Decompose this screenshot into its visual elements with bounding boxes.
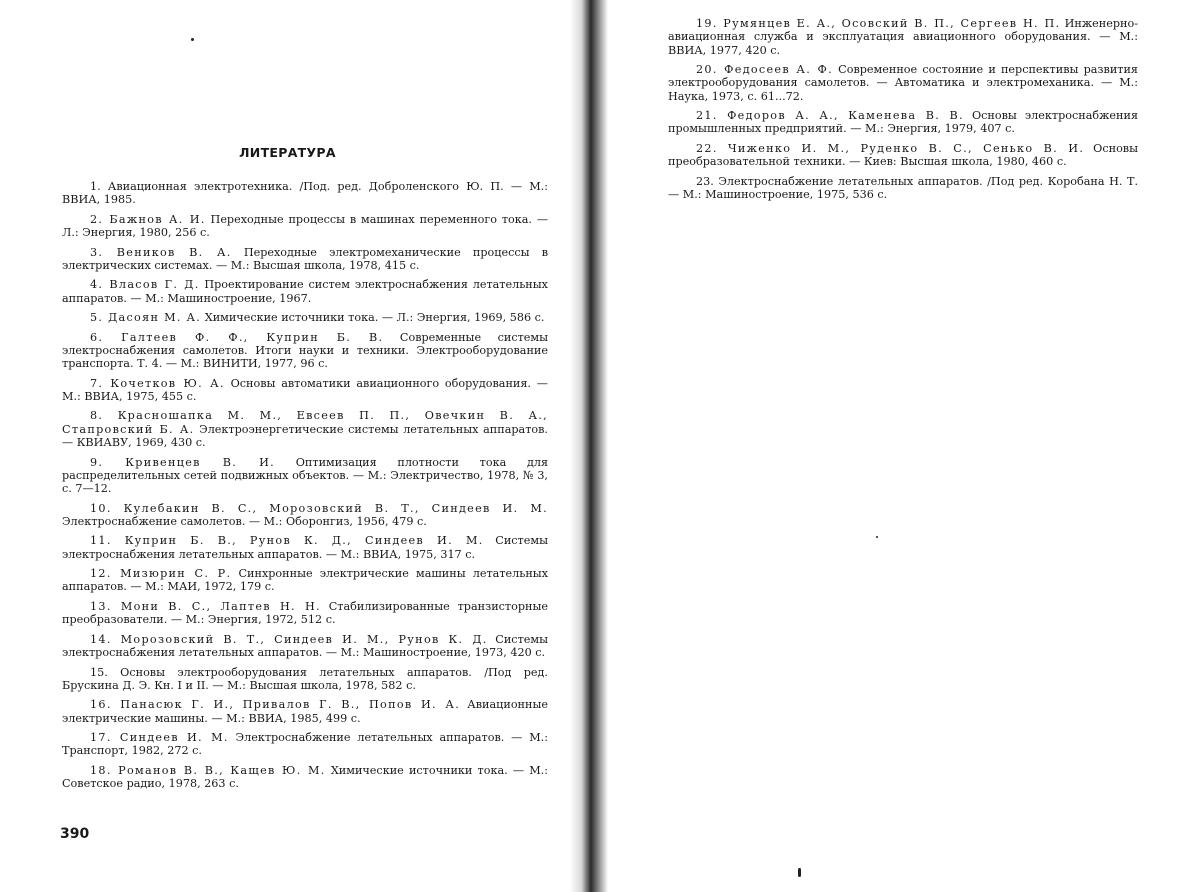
reference-entry: [62, 180, 548, 207]
reference-entry: [62, 456, 548, 496]
reference-text: Переходные электромеханические процессы в электрических системах. — М.: Высшая школа, 1978, 415 с.: [62, 245, 548, 272]
reference-author: 19. Румянцев Е. А., Осовский В. П., Сергеев Н. П.: [696, 17, 1061, 30]
reference-author: 4. Власов Г. Д.: [90, 278, 200, 292]
reference-author: 11. Куприн Б. В., Рунов К. Д., Синдеев И. М.: [90, 534, 484, 548]
reference-text: 23. Электроснабжение летательных аппаратов. /Под ред. Коробана Н. Т. — М.: Машиностроение, 1975, 536 с.: [668, 174, 1138, 202]
reference-author: 5. Дасоян М. А.: [90, 311, 202, 325]
reference-text: Электроэнергетические системы летательных аппаратов. — КВИАВУ, 1969, 430 с.: [62, 422, 548, 450]
reference-text: Современное состояние и перспективы развития электрооборудования самолетов. — Автоматика и электромеханика. — М.: Наука, 1973, с. 61...72.: [668, 63, 1138, 103]
reference-list-right: [668, 17, 1138, 208]
reference-entry: [62, 409, 548, 449]
reference-entry: [668, 109, 1138, 136]
reference-text: Переходные процессы в машинах переменного тока. — Л.: Энергия, 1980, 256 с.: [62, 212, 549, 240]
reference-text: Электроснабжение самолетов. — М.: Оборонгиз, 1956, 479 с.: [62, 514, 427, 528]
reference-list-left: [62, 180, 548, 797]
paper-speck: [876, 536, 878, 538]
book-gutter: [570, 0, 608, 892]
reference-author: 22. Чиженко И. М., Руденко В. С., Сенько В. И.: [696, 141, 1085, 155]
reference-entry: [62, 534, 548, 561]
reference-author: 10. Кулебакин В. С., Морозовский В. Т., Синдеев И. М.: [90, 501, 548, 515]
reference-author: 18. Романов В. В., Кащев Ю. М.: [90, 763, 326, 777]
reference-text: Синхронные электрические машины летательных аппаратов. — М.: МАИ, 1972, 179 с.: [62, 567, 549, 594]
reference-text: Инженерно-авиационная служба и эксплуатация авиационного оборудования. — М.: ВВИА, 1977, 420 с.: [668, 17, 1138, 57]
reference-author: 20. Федосеев А. Ф.: [696, 63, 833, 77]
reference-text: Основы автоматики авиационного оборудования. — М.: ВВИА, 1975, 455 с.: [62, 376, 548, 403]
reference-text: Системы электроснабжения летательных аппаратов. — М.: Машиностроение, 1973, 420 с.: [62, 632, 548, 660]
paper-speck: [191, 38, 194, 41]
reference-author: 8. Красношапка М. М., Евсеев П. П., Овечкин В. А., Стапровский Б. А.: [62, 409, 548, 436]
reference-entry: [62, 600, 548, 627]
reference-entry: [62, 311, 548, 324]
reference-entry: [668, 17, 1138, 57]
reference-author: 7. Кочетков Ю. А.: [90, 376, 225, 390]
reference-author: 13. Мони В. С., Лаптев Н. Н.: [90, 599, 321, 613]
reference-text: Электроснабжение летательных аппаратов. — М.: Транспорт, 1982, 272 с.: [62, 731, 548, 758]
reference-author: 12. Мизюрин С. Р.: [90, 567, 232, 581]
reference-author: 16. Панасюк Г. И., Привалов Г. В., Попов И. А.: [90, 698, 461, 712]
reference-author: 17. Синдеев И. М.: [90, 731, 229, 745]
reference-entry: [62, 377, 548, 404]
reference-entry: [668, 63, 1138, 103]
reference-author: 21. Федоров А. А., Каменева В. В.: [696, 109, 964, 123]
reference-entry: [62, 666, 548, 693]
reference-entry: [62, 698, 548, 725]
reference-author: 14. Морозовский В. Т., Синдеев И. М., Рунов К. Д.: [90, 632, 488, 646]
reference-text: 1. Авиационная электротехника. /Под. ред. Доброленского Ю. П. — М.: ВВИА, 1985.: [62, 180, 548, 207]
page-number: 390: [60, 826, 90, 842]
reference-text: Химические источники тока. — М.: Советское радио, 1978, 263 с.: [62, 763, 548, 791]
reference-entry: [62, 213, 548, 240]
reference-author: 9. Кривенцев В. И.: [90, 455, 276, 469]
reference-entry: [62, 764, 548, 791]
reference-author: 6. Галтеев Ф. Ф., Куприн Б. В.: [90, 330, 384, 344]
reference-entry: [62, 502, 548, 529]
reference-entry: [62, 567, 548, 594]
reference-entry: [668, 142, 1138, 169]
reference-entry: [62, 246, 548, 273]
reference-text: 15. Основы электрооборудования летательных аппаратов. /Под ред. Брускина Д. Э. Кн. I и II. — М.: Высшая школа, 1978, 582 с.: [62, 665, 548, 692]
reference-entry: [62, 731, 548, 758]
reference-entry: [668, 175, 1138, 202]
reference-text: Стабилизированные транзисторные преобразователи. — М.: Энергия, 1972, 512 с.: [62, 599, 548, 627]
reference-entry: [62, 278, 548, 305]
reference-entry: [62, 633, 548, 660]
reference-text: Химические источники тока. — Л.: Энергия, 1969, 586 с.: [201, 311, 545, 325]
reference-author: 3. Веников В. А.: [90, 245, 232, 259]
reference-text: Основы преобразовательной техники. — Киев: Высшая школа, 1980, 460 с.: [668, 141, 1139, 169]
reference-text: Проектирование систем электроснабжения летательных аппаратов. — М.: Машиностроение, 1967.: [62, 278, 548, 305]
reference-author: 2. Бажнов А. И.: [90, 212, 206, 226]
page-title: ЛИТЕРАТУРА: [239, 145, 336, 160]
paper-speck: [798, 868, 801, 877]
left-page: [0, 0, 575, 892]
reference-text: Авиационные электрические машины. — М.: ВВИА, 1985, 499 с.: [62, 698, 548, 725]
reference-entry: [62, 331, 548, 371]
reference-text: Основы электроснабжения промышленных предприятий. — М.: Энергия, 1979, 407 с.: [668, 109, 1139, 136]
reference-text: Современные системы электроснабжения самолетов. Итоги науки и техники. Электрооборудование транспорта. Т. 4. — М.: ВИНИТИ, 1977, 96 с.: [62, 330, 549, 371]
reference-text: Оптимизация плотности тока для распределительных сетей подвижных объектов. — М.: Электричество, 1978, № 3, с. 7—12.: [62, 455, 548, 496]
reference-text: Системы электроснабжения летательных аппаратов. — М.: ВВИА, 1975, 317 с.: [62, 534, 548, 561]
